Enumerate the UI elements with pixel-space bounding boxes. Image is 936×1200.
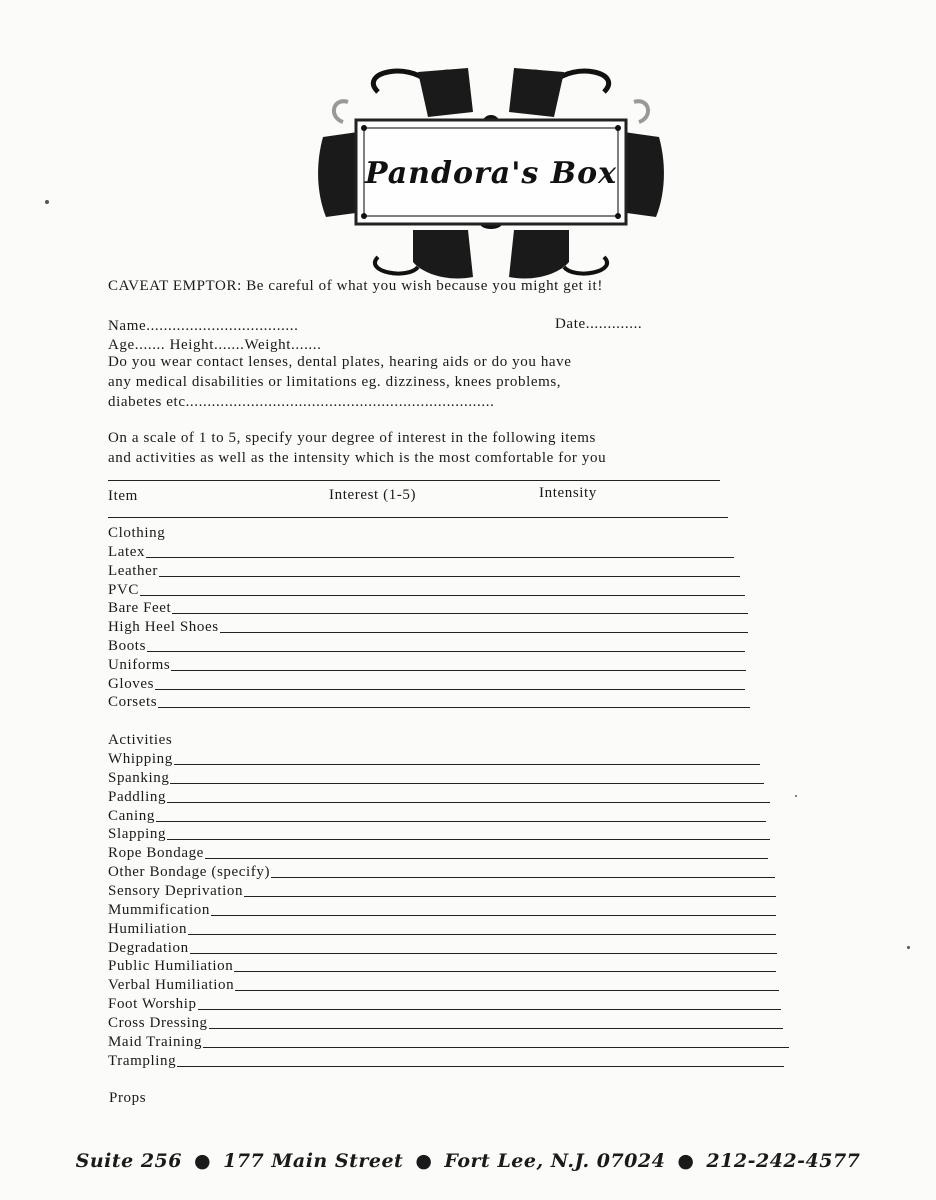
clothing-row: [108, 636, 745, 655]
activities-item-label: Humiliation: [108, 920, 188, 937]
activities-answer-line[interactable]: [170, 783, 764, 784]
clothing-item-label: High Heel Shoes: [108, 619, 219, 636]
header-bottom-rule: [108, 517, 728, 518]
activities-answer-line[interactable]: [271, 877, 775, 878]
activities-answer-line[interactable]: [211, 915, 776, 916]
clothing-answer-line[interactable]: [172, 613, 748, 614]
activities-item-label: Sensory Deprivation: [108, 882, 244, 899]
clothing-row: [108, 542, 734, 561]
logo-title: Pandora's Box: [364, 156, 617, 191]
activities-row: [108, 900, 776, 919]
clothing-item-label: Gloves: [108, 675, 155, 692]
activities-item-label: Public Humiliation: [108, 958, 234, 975]
scan-speck: [795, 795, 797, 797]
instructions-line-1: On a scale of 1 to 5, specify your degree of interest in the following items: [108, 430, 596, 446]
clothing-row: [108, 655, 746, 674]
scan-speck: [907, 946, 910, 949]
activities-answer-line[interactable]: [177, 1066, 784, 1067]
activities-item-label: Whipping: [108, 751, 173, 767]
clothing-row: [108, 692, 750, 711]
activities-answer-line[interactable]: [244, 896, 776, 897]
clothing-row: [108, 598, 748, 617]
activities-item-label: Mummification: [108, 901, 210, 918]
footer-suite: Suite 256: [75, 1150, 182, 1172]
medical-question-line-1: Do you wear contact lenses, dental plates, hearing aids or do you have: [108, 354, 572, 370]
activities-row: [108, 919, 776, 938]
activities-answer-line[interactable]: [167, 802, 770, 803]
address-footer: [0, 1150, 936, 1172]
footer-street: 177 Main Street: [223, 1150, 404, 1172]
date-field: Date.............: [555, 316, 643, 332]
clothing-item-label: Leather: [108, 562, 158, 579]
activities-row: [108, 768, 764, 787]
activities-item-label: Foot Worship: [108, 996, 197, 1013]
activities-answer-line[interactable]: [205, 858, 768, 859]
activities-row: [108, 938, 777, 957]
bullet-icon: ●: [677, 1150, 695, 1172]
clothing-item-label: PVC: [108, 581, 139, 598]
activities-row: [108, 749, 760, 768]
clothing-answer-line[interactable]: [155, 689, 745, 690]
instructions-line-2: and activities as well as the intensity which is the most comfortable for you: [108, 450, 607, 466]
clothing-answer-line[interactable]: [220, 632, 748, 633]
pandoras-box-logo: [318, 62, 664, 282]
activities-row: [108, 824, 770, 843]
activities-row: [108, 806, 766, 825]
clothing-item-label: Bare Feet: [108, 600, 172, 617]
activities-answer-line[interactable]: [174, 764, 760, 765]
clothing-item-label: Boots: [108, 638, 147, 654]
activities-item-label: Cross Dressing: [108, 1014, 208, 1031]
props-heading: Props: [109, 1090, 147, 1106]
activities-answer-line[interactable]: [203, 1047, 789, 1048]
clothing-row: [108, 580, 745, 599]
name-field: Name...................................: [108, 318, 299, 334]
activities-item-label: Verbal Humiliation: [108, 977, 235, 994]
header-top-rule: [108, 480, 720, 481]
age-height-weight-field: Age....... Height.......Weight.......: [108, 337, 322, 353]
activities-row: [108, 994, 781, 1013]
activities-item-label: Other Bondage (specify): [108, 864, 271, 881]
activities-item-label: Degradation: [108, 939, 189, 956]
medical-question-line-2: any medical disabilities or limitations eg. dizziness, knees problems,: [108, 374, 562, 390]
footer-phone: 212-242-4577: [706, 1150, 861, 1172]
activities-row: [108, 787, 770, 806]
activities-item-label: Trampling: [108, 1052, 177, 1069]
column-header-intensity: Intensity: [539, 485, 597, 501]
activities-answer-line[interactable]: [156, 821, 766, 822]
activities-item-label: Rope Bondage: [108, 845, 204, 862]
activities-answer-line[interactable]: [235, 990, 779, 991]
column-header-interest: Interest (1-5): [329, 487, 417, 503]
activities-row: [108, 843, 768, 862]
medical-question-line-3: diabetes etc.......................................................................: [108, 394, 495, 410]
activities-item-label: Slapping: [108, 826, 167, 843]
clothing-row: [108, 617, 748, 636]
activities-answer-line[interactable]: [190, 953, 777, 954]
activities-answer-line[interactable]: [209, 1028, 783, 1029]
activities-row: [108, 1051, 784, 1070]
clothing-answer-line[interactable]: [147, 651, 745, 652]
activities-answer-line[interactable]: [167, 839, 770, 840]
activities-row: [108, 1032, 789, 1051]
activities-answer-line[interactable]: [234, 971, 776, 972]
clothing-answer-line[interactable]: [158, 707, 750, 708]
activities-row: [108, 862, 775, 881]
bullet-icon: ●: [415, 1150, 433, 1172]
activities-item-label: Spanking: [108, 769, 170, 786]
scan-speck: [45, 200, 49, 204]
footer-city: Fort Lee, N.J. 07024: [444, 1150, 666, 1172]
clothing-item-label: Latex: [108, 544, 146, 560]
activities-heading: Activities: [108, 732, 173, 748]
activities-row: [108, 881, 776, 900]
clothing-answer-line[interactable]: [159, 576, 740, 577]
clothing-row: [108, 561, 740, 580]
activities-item-label: Paddling: [108, 788, 167, 805]
activities-answer-line[interactable]: [198, 1009, 781, 1010]
clothing-heading: Clothing: [108, 525, 166, 541]
activities-answer-line[interactable]: [188, 934, 776, 935]
clothing-item-label: Uniforms: [108, 656, 171, 673]
activities-row: [108, 975, 779, 994]
clothing-item-label: Corsets: [108, 694, 158, 711]
activities-row: [108, 1013, 783, 1032]
clothing-answer-line[interactable]: [171, 670, 746, 671]
clothing-answer-line[interactable]: [140, 595, 745, 596]
activities-item-label: Caning: [108, 807, 155, 824]
clothing-answer-line[interactable]: [146, 557, 734, 558]
caveat-emptor-text: CAVEAT EMPTOR: Be careful of what you wish because you might get it!: [108, 278, 603, 294]
bullet-icon: ●: [194, 1150, 212, 1172]
activities-row: [108, 956, 776, 975]
column-header-item: Item: [108, 488, 138, 504]
clothing-row: [108, 674, 745, 693]
activities-item-label: Maid Training: [108, 1033, 203, 1050]
